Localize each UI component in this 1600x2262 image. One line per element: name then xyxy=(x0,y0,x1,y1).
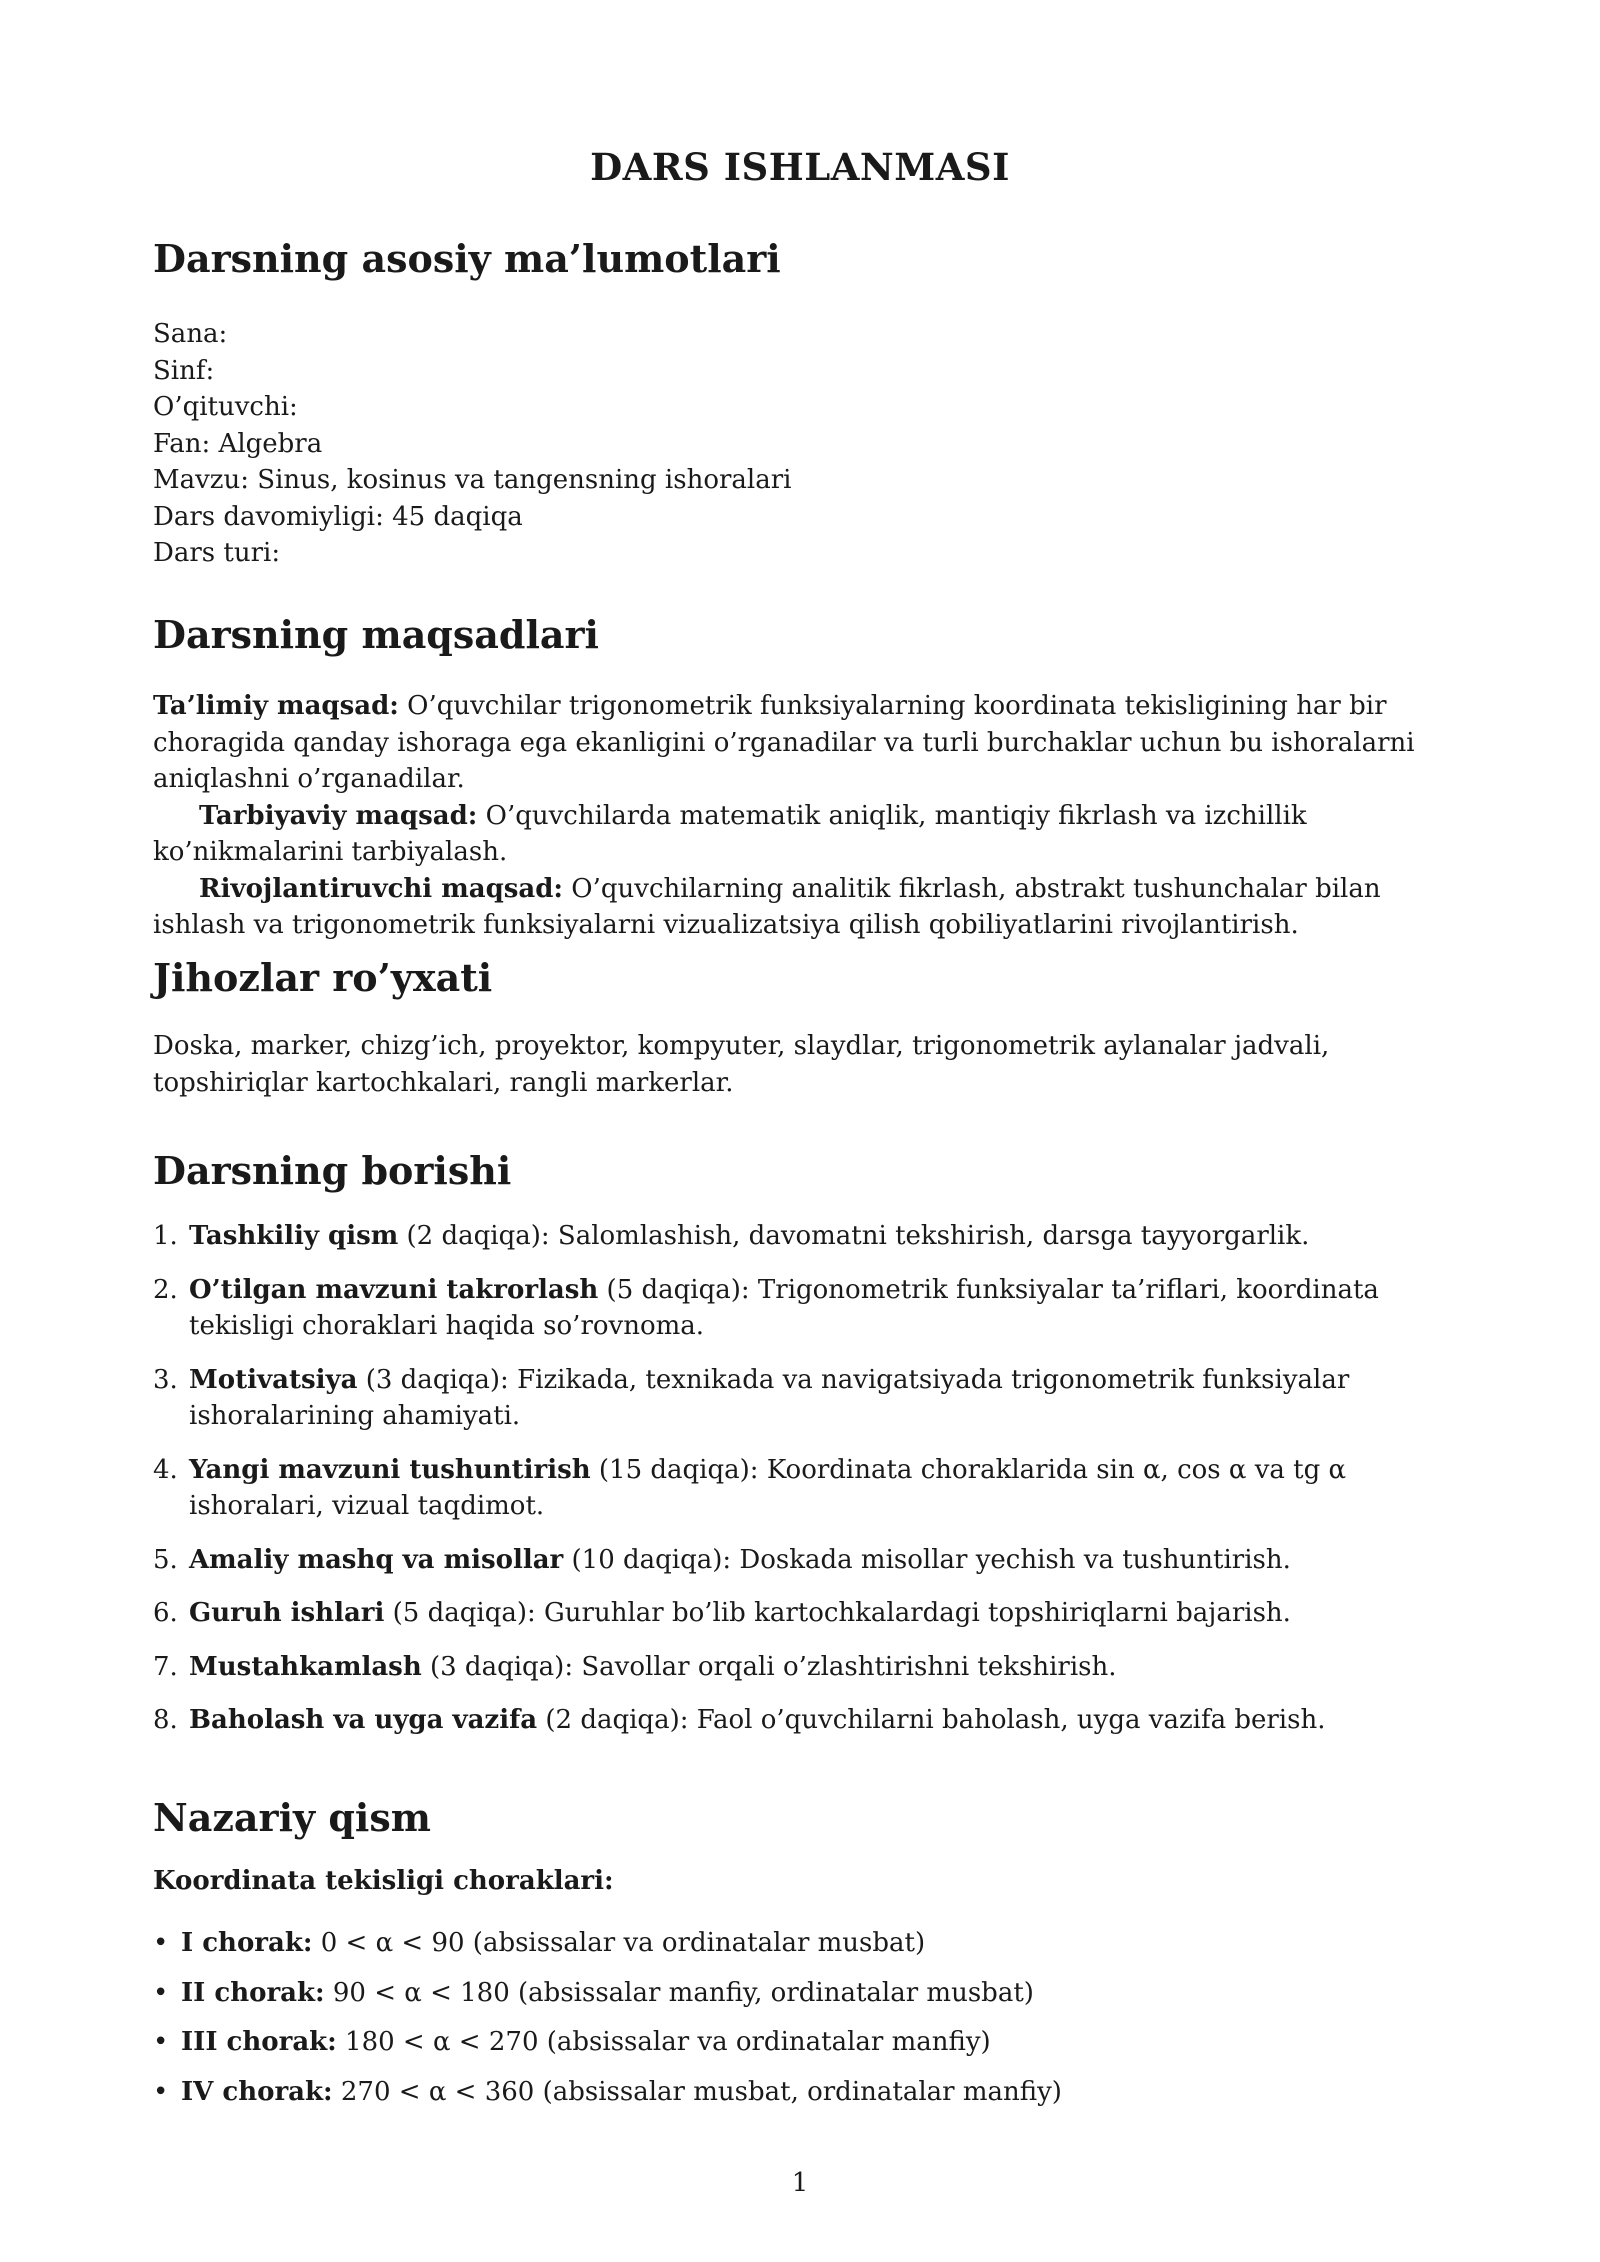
list-item xyxy=(153,1925,1062,1962)
step-label: Motivatsiya xyxy=(189,1364,358,1395)
quadrant-label: IV chorak: xyxy=(181,2076,333,2107)
goal-label: Ta’limiy maqsad: xyxy=(153,691,399,721)
quadrant-label: I chorak: xyxy=(181,1928,313,1958)
step-text: (5 daqiqa): Guruhlar bo’lib kartochkalardagi topshiriqlarni bajarish. xyxy=(384,1598,1291,1628)
list-item xyxy=(153,1649,1463,1686)
step-label: Tashkiliy qism xyxy=(189,1221,399,1251)
heading-process: Darsning borishi xyxy=(153,1148,512,1193)
goal-label: Tarbiyaviy maqsad: xyxy=(199,800,478,831)
step-label: O’tilgan mavzuni takrorlash xyxy=(189,1274,599,1305)
list-item xyxy=(153,2024,1062,2061)
info-line-duration: Dars davomiyligi: 45 daqiqa xyxy=(153,501,523,532)
step-text: (2 daqiqa): Salomlashish, davomatni tekshirish, darsga tayyorgarlik. xyxy=(398,1221,1310,1251)
list-item xyxy=(153,1272,1463,1345)
quadrants-list xyxy=(153,1925,1062,2123)
goal-label: Rivojlantiruvchi maqsad: xyxy=(199,873,564,904)
step-text: (5 daqiqa): Trigonometrik funksiyalar ta’riflari, koordinata tekisligi choraklari haqida so’rovnoma. xyxy=(189,1274,1379,1341)
info-line-date: Sana: xyxy=(153,319,228,349)
step-label: Guruh ishlari xyxy=(189,1598,385,1628)
list-item xyxy=(153,2074,1062,2111)
step-number: 6. xyxy=(153,1598,178,1628)
list-item xyxy=(153,1452,1463,1525)
bullet-icon: • xyxy=(153,2027,169,2057)
info-line-type: Dars turi: xyxy=(153,538,281,568)
basic-info-list xyxy=(153,316,791,572)
step-number: 5. xyxy=(153,1544,178,1575)
heading-equipment: Jihozlar ro’yxati xyxy=(153,955,493,1000)
goal-text: O’quvchilarning analitik fikrlash, abstrakt tushunchalar bilan ishlash va trigonometrik funksiyalarni vizualizatsiya qilish qobiliyatlarini rivojlantirish. xyxy=(153,873,1381,940)
bullet-icon: • xyxy=(153,1977,169,2008)
goal-upbringing xyxy=(153,798,1463,871)
step-text: (2 daqiqa): Faol o’quvchilarni baholash, uyga vazifa berish. xyxy=(537,1705,1326,1735)
bullet-icon: • xyxy=(153,1928,169,1958)
heading-basic-info: Darsning asosiy ma’lumotlari xyxy=(153,236,781,281)
step-label: Amaliy mashq va misollar xyxy=(189,1544,564,1575)
list-item xyxy=(153,1702,1463,1739)
list-item xyxy=(153,1542,1463,1579)
equipment-paragraph: Doska, marker, chizg’ich, proyektor, kompyuter, slaydlar, trigonometrik aylanalar jadvali, topshiriqlar kartochkalari, rangli markerlar. xyxy=(153,1031,1330,1098)
step-number: 1. xyxy=(153,1221,178,1251)
quadrant-text: 270 < α < 360 (absissalar musbat, ordinatalar manfiy) xyxy=(332,2076,1062,2107)
quadrant-text: 90 < α < 180 (absissalar manfiy, ordinatalar musbat) xyxy=(324,1977,1034,2008)
list-item xyxy=(153,1218,1463,1255)
step-number: 8. xyxy=(153,1705,178,1735)
step-label: Yangi mavzuni tushuntirish xyxy=(189,1454,591,1485)
list-item xyxy=(153,1362,1463,1435)
step-label: Mustahkamlash xyxy=(189,1651,422,1682)
theory-subheading: Koordinata tekisligi choraklari: xyxy=(153,1866,614,1896)
info-line-class: Sinf: xyxy=(153,355,215,386)
list-item xyxy=(153,1595,1463,1632)
goals-block xyxy=(153,688,1463,944)
step-number: 7. xyxy=(153,1651,178,1682)
step-text: (3 daqiqa): Fizikada, texnikada va navigatsiyada trigonometrik funksiyalar ishoralarining ahamiyati. xyxy=(189,1364,1350,1431)
info-line-subject: Fan: Algebra xyxy=(153,428,323,459)
quadrant-label: III chorak: xyxy=(181,2027,337,2057)
step-text: (3 daqiqa): Savollar orqali o’zlashtirishni tekshirish. xyxy=(421,1651,1117,1682)
page-number: 1 xyxy=(791,2168,809,2198)
list-item xyxy=(153,1975,1062,2012)
step-text: (10 daqiqa): Doskada misollar yechish va tushuntirish. xyxy=(563,1544,1291,1575)
goal-text: O’quvchilar trigonometrik funksiyalarning koordinata tekisligining har bir choragida qanday ishoraga ega ekanligini o’rganadilar va turli burchaklar uchun bu ishoralarni aniqlashni o’rganadilar. xyxy=(153,691,1415,794)
goal-educational xyxy=(153,688,1463,798)
process-steps-list xyxy=(153,1218,1463,1756)
step-number: 4. xyxy=(153,1454,178,1485)
equipment-text xyxy=(153,1028,1463,1101)
quadrant-text: 0 < α < 90 (absissalar va ordinatalar musbat) xyxy=(312,1928,926,1958)
heading-theory: Nazariy qism xyxy=(153,1795,431,1840)
bullet-icon: • xyxy=(153,2076,169,2107)
goal-developmental xyxy=(153,871,1463,944)
step-number: 2. xyxy=(153,1274,178,1305)
goal-text: O’quvchilarda matematik aniqlik, mantiqiy fikrlash va izchillik ko’nikmalarini tarbiyalash. xyxy=(153,800,1307,867)
step-label: Baholash va uyga vazifa xyxy=(189,1705,538,1735)
document-title: DARS ISHLANMASI xyxy=(590,145,1010,189)
info-line-teacher: O’qituvchi: xyxy=(153,392,298,422)
heading-goals: Darsning maqsadlari xyxy=(153,612,599,657)
quadrant-label: II chorak: xyxy=(181,1977,325,2008)
quadrant-text: 180 < α < 270 (absissalar va ordinatalar manfiy) xyxy=(336,2027,991,2057)
step-number: 3. xyxy=(153,1364,178,1395)
info-line-topic: Mavzu: Sinus, kosinus va tangensning ishoralari xyxy=(153,465,792,495)
step-text: (15 daqiqa): Koordinata choraklarida sin α, cos α va tg α ishoralari, vizual taqdimot. xyxy=(189,1454,1347,1521)
